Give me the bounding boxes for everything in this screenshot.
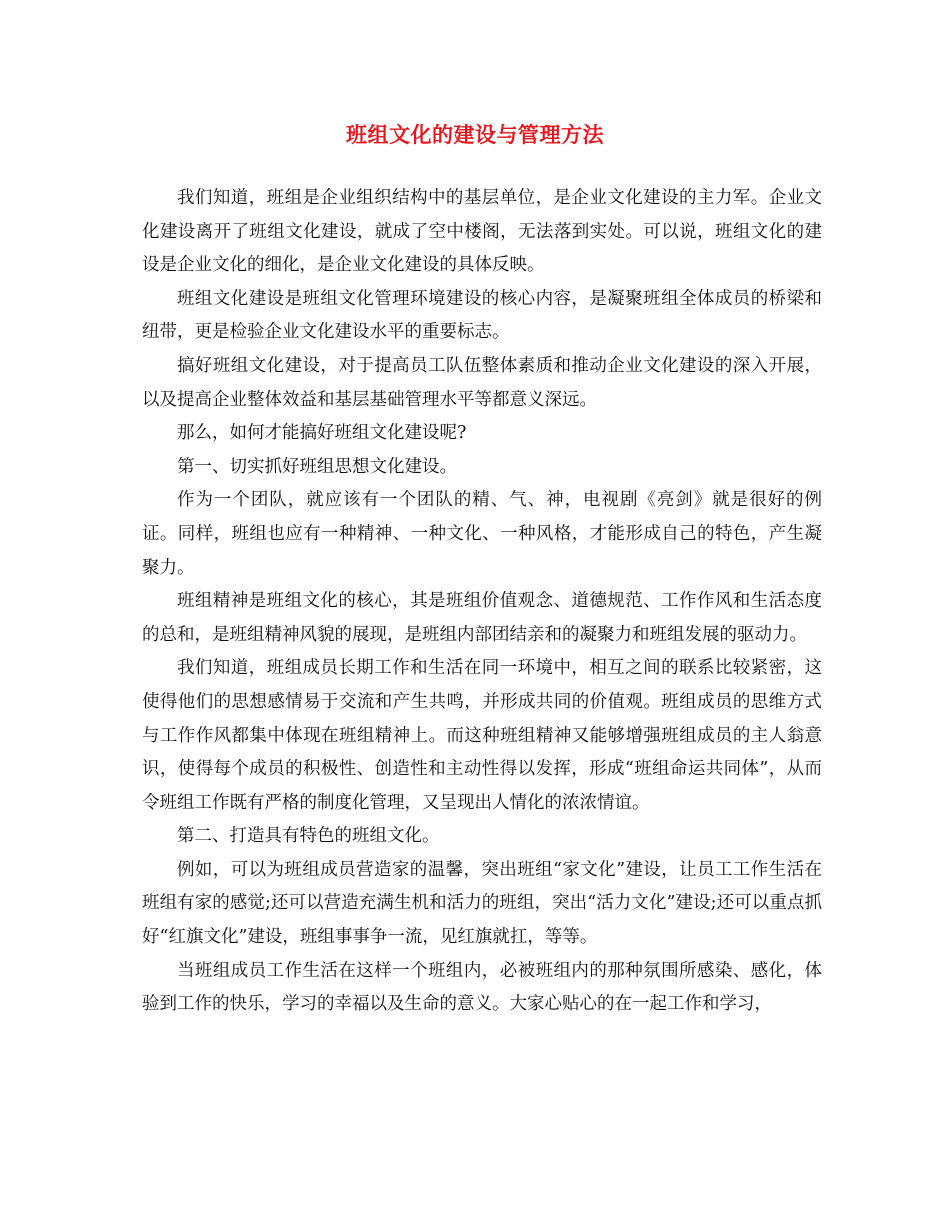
paragraph: 搞好班组文化建设，对于提高员工队伍整体素质和推动企业文化建设的深入开展，以及提高企业整体效益和基层基础管理水平等都意义深远。	[142, 355, 822, 410]
paragraph: 我们知道，班组成员长期工作和生活在同一环境中，相互之间的联系比较紧密，这使得他们的思想感情易于交流和产生共鸣，并形成共同的价值观。班组成员的思维方式与工作作风都集中体现在班组精神上。而这种班组精神又能够增强班组成员的主人翁意识，使得每个成员的积极性、创造性和主动性得以发挥，形成“班组命运共同体”，从而令班组工作既有严格的制度化管理，又呈现出人情化的浓浓情谊。	[142, 658, 822, 813]
paragraph: 当班组成员工作生活在这样一个班组内，必被班组内的那种氛围所感染、感化，体验到工作的快乐，学习的幸福以及生命的意义。大家心贴心的在一起工作和学习，	[142, 960, 822, 1015]
paragraph: 例如，可以为班组成员营造家的温馨，突出班组“家文化”建设，让员工工作生活在班组有家的感觉;还可以营造充满生机和活力的班组，突出“活力文化”建设;还可以重点抓好“红旗文化”建设，班组事事争一流，见红旗就扛，等等。	[142, 859, 822, 948]
section-heading: 第二、打造具有特色的班组文化。	[177, 826, 440, 847]
section-heading: 第一、切实抓好班组思想文化建设。	[177, 456, 457, 477]
paragraph: 作为一个团队，就应该有一个团队的精、气、神，电视剧《亮剑》就是很好的例证。同样，班组也应有一种精神、一种文化、一种风格，才能形成自己的特色，产生凝聚力。	[142, 490, 822, 578]
paragraph: 班组精神是班组文化的核心，其是班组价值观念、道德规范、工作作风和生活态度的总和，是班组精神风貌的展现，是班组内部团结亲和的凝聚力和班组发展的驱动力。	[142, 591, 822, 645]
document-body	[142, 182, 822, 1022]
paragraph: 我们知道，班组是企业组织结构中的基层单位，是企业文化建设的主力军。企业文化建设离开了班组文化建设，就成了空中楼阁，无法落到实处。可以说，班组文化的建设是企业文化的细化，是企业文化建设的具体反映。	[142, 188, 822, 276]
paragraph: 班组文化建设是班组文化管理环境建设的核心内容，是凝聚班组全体成员的桥梁和纽带，更是检验企业文化建设水平的重要标志。	[142, 288, 822, 343]
document-title: 班组文化的建设与管理方法	[346, 122, 604, 147]
paragraph: 那么，如何才能搞好班组文化建设呢?	[177, 423, 467, 444]
